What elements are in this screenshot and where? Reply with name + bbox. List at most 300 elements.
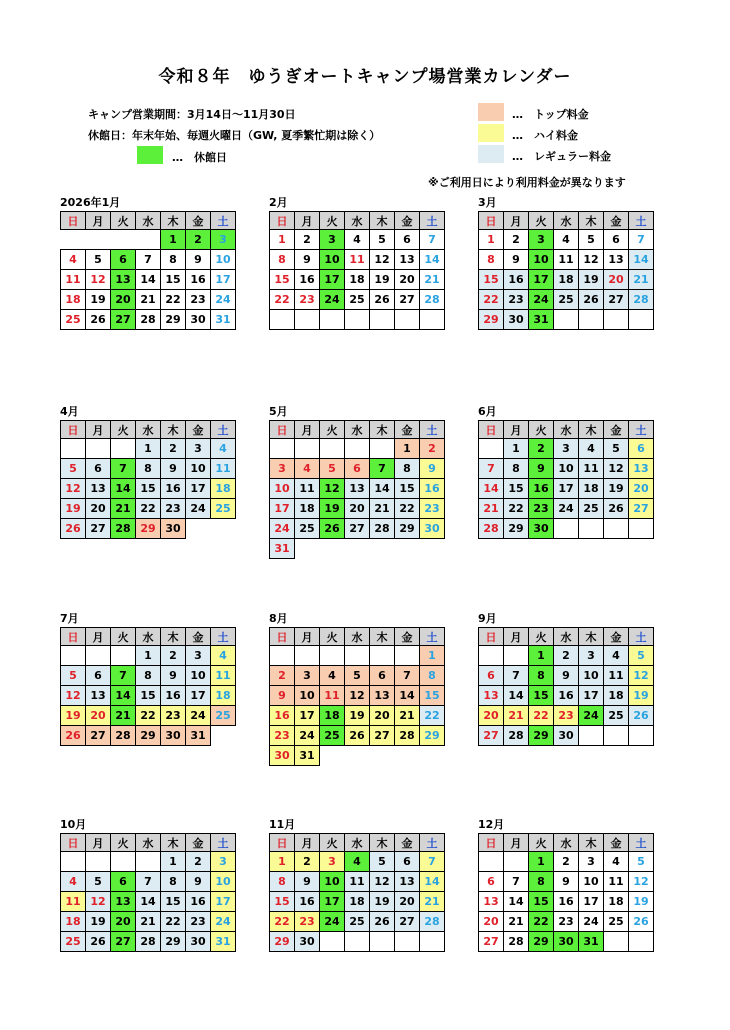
empty-day-cell bbox=[604, 726, 629, 746]
weekday-header: 水 bbox=[136, 628, 161, 646]
day-cell: 13 bbox=[86, 686, 111, 706]
week-row bbox=[479, 290, 654, 310]
day-cell: 21 bbox=[504, 706, 529, 726]
day-cell: 15 bbox=[161, 270, 186, 290]
weekday-header: 土 bbox=[629, 628, 654, 646]
empty-day-cell bbox=[86, 439, 111, 459]
day-cell: 21 bbox=[136, 290, 161, 310]
day-cell: 14 bbox=[136, 270, 161, 290]
week-row bbox=[479, 310, 654, 330]
empty-day-cell bbox=[579, 726, 604, 746]
week-row bbox=[479, 892, 654, 912]
empty-day-cell bbox=[320, 439, 345, 459]
blank-cell bbox=[136, 230, 161, 250]
day-cell: 5 bbox=[61, 459, 86, 479]
day-cell: 20 bbox=[86, 499, 111, 519]
day-cell: 18 bbox=[320, 706, 345, 726]
day-cell: 6 bbox=[86, 666, 111, 686]
week-row bbox=[270, 459, 445, 479]
day-cell: 27 bbox=[345, 519, 370, 539]
day-cell: 1 bbox=[529, 646, 554, 666]
day-cell: 11 bbox=[579, 459, 604, 479]
day-cell: 24 bbox=[186, 706, 211, 726]
day-cell: 8 bbox=[136, 666, 161, 686]
month-label: 8月 bbox=[269, 612, 288, 625]
weekday-header: 水 bbox=[345, 212, 370, 230]
day-cell: 18 bbox=[604, 686, 629, 706]
day-cell: 26 bbox=[629, 912, 654, 932]
day-cell: 30 bbox=[186, 932, 211, 952]
day-cell: 11 bbox=[211, 666, 236, 686]
weekday-header: 木 bbox=[370, 421, 395, 439]
day-cell: 26 bbox=[370, 290, 395, 310]
month-label: 12月 bbox=[478, 818, 505, 831]
week-row bbox=[61, 726, 236, 746]
empty-day-cell bbox=[395, 932, 420, 952]
day-cell: 2 bbox=[295, 852, 320, 872]
day-cell: 5 bbox=[86, 872, 111, 892]
weekday-header: 日 bbox=[479, 834, 504, 852]
day-cell: 24 bbox=[270, 519, 295, 539]
blank-cell bbox=[345, 539, 370, 559]
day-cell: 23 bbox=[295, 912, 320, 932]
day-cell: 29 bbox=[529, 932, 554, 952]
day-cell: 17 bbox=[211, 270, 236, 290]
day-cell: 8 bbox=[529, 872, 554, 892]
day-cell: 29 bbox=[529, 726, 554, 746]
week-row bbox=[270, 310, 445, 330]
week-row bbox=[270, 892, 445, 912]
day-cell: 17 bbox=[320, 892, 345, 912]
weekday-header: 火 bbox=[320, 421, 345, 439]
day-cell: 19 bbox=[579, 270, 604, 290]
day-cell: 19 bbox=[629, 892, 654, 912]
day-cell: 13 bbox=[370, 686, 395, 706]
weekday-header: 金 bbox=[186, 834, 211, 852]
weekday-header: 日 bbox=[270, 212, 295, 230]
week-row bbox=[479, 666, 654, 686]
weekday-header: 木 bbox=[370, 212, 395, 230]
day-cell: 12 bbox=[370, 250, 395, 270]
empty-day-cell bbox=[504, 646, 529, 666]
month-label: 2月 bbox=[269, 196, 288, 209]
day-cell: 10 bbox=[320, 872, 345, 892]
day-cell: 9 bbox=[186, 872, 211, 892]
day-cell: 16 bbox=[186, 270, 211, 290]
legend-closed-swatch bbox=[137, 146, 163, 164]
day-cell: 17 bbox=[270, 499, 295, 519]
day-cell: 14 bbox=[420, 872, 445, 892]
day-cell: 13 bbox=[395, 250, 420, 270]
day-cell: 27 bbox=[629, 499, 654, 519]
day-cell: 10 bbox=[579, 872, 604, 892]
day-cell: 23 bbox=[161, 706, 186, 726]
day-cell: 6 bbox=[111, 872, 136, 892]
weekday-header: 月 bbox=[295, 212, 320, 230]
day-cell: 23 bbox=[420, 499, 445, 519]
week-row bbox=[61, 290, 236, 310]
week-row bbox=[61, 706, 236, 726]
month-calendar-table bbox=[269, 627, 445, 766]
day-cell: 9 bbox=[420, 459, 445, 479]
day-cell: 18 bbox=[295, 499, 320, 519]
blank-cell bbox=[395, 746, 420, 766]
day-cell: 27 bbox=[370, 726, 395, 746]
day-cell: 18 bbox=[345, 892, 370, 912]
day-cell: 25 bbox=[61, 310, 86, 330]
legend-closed-label: … 休館日 bbox=[172, 151, 227, 164]
week-row bbox=[270, 932, 445, 952]
day-cell: 25 bbox=[345, 290, 370, 310]
week-row bbox=[270, 726, 445, 746]
week-row bbox=[61, 932, 236, 952]
day-cell: 22 bbox=[529, 706, 554, 726]
weekday-header: 月 bbox=[86, 628, 111, 646]
day-cell: 5 bbox=[629, 646, 654, 666]
day-cell: 2 bbox=[420, 439, 445, 459]
day-cell: 27 bbox=[86, 519, 111, 539]
week-row bbox=[479, 459, 654, 479]
day-cell: 27 bbox=[479, 932, 504, 952]
weekday-header: 金 bbox=[186, 628, 211, 646]
day-cell: 4 bbox=[345, 852, 370, 872]
weekday-header: 日 bbox=[270, 421, 295, 439]
weekday-header: 金 bbox=[395, 421, 420, 439]
empty-day-cell bbox=[604, 519, 629, 539]
day-cell: 6 bbox=[111, 250, 136, 270]
week-row bbox=[479, 479, 654, 499]
day-cell: 9 bbox=[554, 666, 579, 686]
day-cell: 2 bbox=[161, 646, 186, 666]
day-cell: 13 bbox=[479, 686, 504, 706]
week-row bbox=[270, 872, 445, 892]
day-cell: 13 bbox=[345, 479, 370, 499]
day-cell: 19 bbox=[604, 479, 629, 499]
day-cell: 12 bbox=[629, 872, 654, 892]
weekday-header: 月 bbox=[86, 421, 111, 439]
day-cell: 20 bbox=[370, 706, 395, 726]
day-cell: 7 bbox=[420, 230, 445, 250]
day-cell: 19 bbox=[320, 499, 345, 519]
day-cell: 30 bbox=[161, 726, 186, 746]
day-cell: 16 bbox=[554, 892, 579, 912]
day-cell: 6 bbox=[604, 230, 629, 250]
day-cell: 25 bbox=[211, 499, 236, 519]
day-cell: 26 bbox=[579, 290, 604, 310]
day-cell: 2 bbox=[504, 230, 529, 250]
month-calendar-table bbox=[60, 627, 236, 746]
day-cell: 26 bbox=[86, 310, 111, 330]
day-cell: 10 bbox=[579, 666, 604, 686]
blank-cell bbox=[295, 539, 320, 559]
day-cell: 5 bbox=[61, 666, 86, 686]
day-cell: 5 bbox=[320, 459, 345, 479]
day-cell: 7 bbox=[370, 459, 395, 479]
day-cell: 25 bbox=[345, 912, 370, 932]
day-cell: 6 bbox=[395, 230, 420, 250]
day-cell: 7 bbox=[111, 666, 136, 686]
day-cell: 21 bbox=[111, 706, 136, 726]
day-cell: 14 bbox=[479, 479, 504, 499]
day-cell: 24 bbox=[320, 912, 345, 932]
weekday-header: 火 bbox=[529, 212, 554, 230]
week-row bbox=[270, 686, 445, 706]
page-title: 令和８年 ゆうぎオートキャンプ場営業カレンダー bbox=[158, 67, 572, 87]
weekday-header: 日 bbox=[61, 212, 86, 230]
weekday-header: 木 bbox=[370, 834, 395, 852]
day-cell: 4 bbox=[61, 872, 86, 892]
week-row bbox=[479, 270, 654, 290]
empty-day-cell bbox=[111, 646, 136, 666]
week-row bbox=[270, 539, 445, 559]
month-calendar-table bbox=[478, 211, 654, 330]
day-cell: 19 bbox=[61, 499, 86, 519]
camp-period-text: キャンプ営業期間：3月14日～11月30日 bbox=[88, 108, 296, 121]
day-cell: 11 bbox=[295, 479, 320, 499]
week-row bbox=[61, 666, 236, 686]
day-cell: 12 bbox=[86, 270, 111, 290]
weekday-header: 木 bbox=[161, 421, 186, 439]
empty-day-cell bbox=[579, 310, 604, 330]
day-cell: 3 bbox=[186, 646, 211, 666]
weekday-header: 火 bbox=[111, 421, 136, 439]
day-cell: 4 bbox=[345, 230, 370, 250]
day-cell: 28 bbox=[136, 932, 161, 952]
day-cell: 22 bbox=[270, 912, 295, 932]
day-cell: 18 bbox=[579, 479, 604, 499]
day-cell: 22 bbox=[136, 706, 161, 726]
weekday-header: 金 bbox=[604, 628, 629, 646]
day-cell: 9 bbox=[186, 250, 211, 270]
day-cell: 20 bbox=[395, 270, 420, 290]
day-cell: 20 bbox=[479, 706, 504, 726]
day-cell: 26 bbox=[61, 519, 86, 539]
weekday-header: 火 bbox=[111, 628, 136, 646]
weekday-header: 金 bbox=[395, 212, 420, 230]
day-cell: 9 bbox=[161, 459, 186, 479]
day-cell: 9 bbox=[270, 686, 295, 706]
day-cell: 30 bbox=[295, 932, 320, 952]
blank-cell bbox=[420, 746, 445, 766]
day-cell: 4 bbox=[61, 250, 86, 270]
empty-day-cell bbox=[270, 439, 295, 459]
month-calendar-table bbox=[478, 420, 654, 539]
day-cell: 29 bbox=[479, 310, 504, 330]
empty-day-cell bbox=[629, 519, 654, 539]
day-cell: 14 bbox=[420, 250, 445, 270]
empty-day-cell bbox=[629, 310, 654, 330]
day-cell: 3 bbox=[211, 852, 236, 872]
day-cell: 20 bbox=[86, 706, 111, 726]
day-cell: 13 bbox=[395, 872, 420, 892]
month-label: 4月 bbox=[60, 405, 79, 418]
day-cell: 10 bbox=[211, 250, 236, 270]
weekday-header: 金 bbox=[186, 212, 211, 230]
weekday-header: 火 bbox=[320, 834, 345, 852]
week-row bbox=[479, 230, 654, 250]
legend-regular-swatch bbox=[478, 145, 504, 163]
day-cell: 11 bbox=[211, 459, 236, 479]
empty-day-cell bbox=[345, 439, 370, 459]
month-label: 7月 bbox=[60, 612, 79, 625]
weekday-header: 月 bbox=[504, 834, 529, 852]
week-row bbox=[270, 852, 445, 872]
day-cell: 3 bbox=[270, 459, 295, 479]
day-cell: 4 bbox=[211, 646, 236, 666]
day-cell: 30 bbox=[554, 932, 579, 952]
day-cell: 10 bbox=[529, 250, 554, 270]
weekday-header: 水 bbox=[554, 628, 579, 646]
day-cell: 16 bbox=[295, 892, 320, 912]
empty-day-cell bbox=[111, 439, 136, 459]
weekday-header: 土 bbox=[211, 834, 236, 852]
weekday-header: 金 bbox=[395, 628, 420, 646]
day-cell: 7 bbox=[479, 459, 504, 479]
day-cell: 4 bbox=[554, 230, 579, 250]
weekday-header: 金 bbox=[395, 834, 420, 852]
day-cell: 15 bbox=[136, 686, 161, 706]
day-cell: 4 bbox=[211, 439, 236, 459]
day-cell: 13 bbox=[629, 459, 654, 479]
day-cell: 8 bbox=[504, 459, 529, 479]
day-cell: 30 bbox=[420, 519, 445, 539]
day-cell: 5 bbox=[86, 250, 111, 270]
day-cell: 8 bbox=[270, 872, 295, 892]
legend-top-label: … トップ料金 bbox=[512, 108, 589, 121]
week-row bbox=[61, 479, 236, 499]
weekday-header: 火 bbox=[111, 834, 136, 852]
day-cell: 23 bbox=[554, 706, 579, 726]
month-label: 6月 bbox=[478, 405, 497, 418]
day-cell: 31 bbox=[529, 310, 554, 330]
day-cell: 23 bbox=[504, 290, 529, 310]
day-cell: 3 bbox=[186, 439, 211, 459]
day-cell: 21 bbox=[629, 270, 654, 290]
day-cell: 29 bbox=[395, 519, 420, 539]
weekday-header: 火 bbox=[529, 421, 554, 439]
week-row bbox=[479, 852, 654, 872]
day-cell: 6 bbox=[479, 666, 504, 686]
day-cell: 25 bbox=[295, 519, 320, 539]
day-cell: 24 bbox=[211, 912, 236, 932]
day-cell: 29 bbox=[136, 519, 161, 539]
month-calendar-table bbox=[478, 627, 654, 746]
week-row bbox=[61, 519, 236, 539]
day-cell: 27 bbox=[604, 290, 629, 310]
weekday-header: 日 bbox=[61, 628, 86, 646]
day-cell: 17 bbox=[186, 686, 211, 706]
empty-day-cell bbox=[479, 439, 504, 459]
day-cell: 28 bbox=[504, 726, 529, 746]
day-cell: 10 bbox=[270, 479, 295, 499]
day-cell: 20 bbox=[395, 892, 420, 912]
day-cell: 22 bbox=[161, 290, 186, 310]
day-cell: 18 bbox=[211, 479, 236, 499]
day-cell: 7 bbox=[420, 852, 445, 872]
day-cell: 7 bbox=[629, 230, 654, 250]
day-cell: 23 bbox=[270, 726, 295, 746]
day-cell: 29 bbox=[420, 726, 445, 746]
day-cell: 19 bbox=[86, 912, 111, 932]
week-row bbox=[61, 852, 236, 872]
day-cell: 11 bbox=[345, 872, 370, 892]
weekday-header: 月 bbox=[86, 212, 111, 230]
day-cell: 1 bbox=[504, 439, 529, 459]
day-cell: 28 bbox=[420, 912, 445, 932]
blank-cell bbox=[370, 539, 395, 559]
day-cell: 26 bbox=[629, 706, 654, 726]
day-cell: 8 bbox=[161, 250, 186, 270]
day-cell: 7 bbox=[136, 250, 161, 270]
day-cell: 7 bbox=[111, 459, 136, 479]
day-cell: 31 bbox=[211, 932, 236, 952]
weekday-header: 土 bbox=[420, 421, 445, 439]
day-cell: 30 bbox=[161, 519, 186, 539]
day-cell: 23 bbox=[186, 912, 211, 932]
day-cell: 26 bbox=[370, 912, 395, 932]
day-cell: 14 bbox=[111, 479, 136, 499]
day-cell: 22 bbox=[270, 290, 295, 310]
day-cell: 20 bbox=[345, 499, 370, 519]
blank-cell bbox=[186, 519, 211, 539]
blank-cell bbox=[370, 746, 395, 766]
day-cell: 16 bbox=[186, 892, 211, 912]
empty-day-cell bbox=[604, 932, 629, 952]
day-cell: 12 bbox=[579, 250, 604, 270]
day-cell: 8 bbox=[161, 872, 186, 892]
day-cell: 8 bbox=[479, 250, 504, 270]
day-cell: 26 bbox=[86, 932, 111, 952]
week-row bbox=[479, 519, 654, 539]
legend-top-swatch bbox=[478, 103, 504, 121]
empty-day-cell bbox=[111, 852, 136, 872]
blank-cell bbox=[345, 746, 370, 766]
empty-day-cell bbox=[629, 932, 654, 952]
day-cell: 18 bbox=[61, 912, 86, 932]
day-cell: 3 bbox=[579, 646, 604, 666]
day-cell: 26 bbox=[61, 726, 86, 746]
day-cell: 11 bbox=[604, 872, 629, 892]
day-cell: 13 bbox=[479, 892, 504, 912]
empty-day-cell bbox=[579, 519, 604, 539]
weekday-header: 金 bbox=[604, 834, 629, 852]
empty-day-cell bbox=[61, 439, 86, 459]
day-cell: 21 bbox=[395, 706, 420, 726]
day-cell: 27 bbox=[111, 310, 136, 330]
day-cell: 20 bbox=[604, 270, 629, 290]
day-cell: 9 bbox=[161, 666, 186, 686]
day-cell: 1 bbox=[395, 439, 420, 459]
blank-cell bbox=[395, 539, 420, 559]
day-cell: 30 bbox=[529, 519, 554, 539]
day-cell: 13 bbox=[111, 270, 136, 290]
day-cell: 30 bbox=[270, 746, 295, 766]
empty-day-cell bbox=[295, 439, 320, 459]
day-cell: 6 bbox=[345, 459, 370, 479]
day-cell: 8 bbox=[529, 666, 554, 686]
day-cell: 10 bbox=[186, 459, 211, 479]
day-cell: 6 bbox=[479, 872, 504, 892]
weekday-header: 木 bbox=[579, 628, 604, 646]
day-cell: 17 bbox=[579, 686, 604, 706]
weekday-header: 水 bbox=[554, 212, 579, 230]
weekday-header: 水 bbox=[136, 834, 161, 852]
week-row bbox=[479, 646, 654, 666]
empty-day-cell bbox=[86, 852, 111, 872]
day-cell: 22 bbox=[161, 912, 186, 932]
week-row bbox=[61, 686, 236, 706]
day-cell: 28 bbox=[136, 310, 161, 330]
